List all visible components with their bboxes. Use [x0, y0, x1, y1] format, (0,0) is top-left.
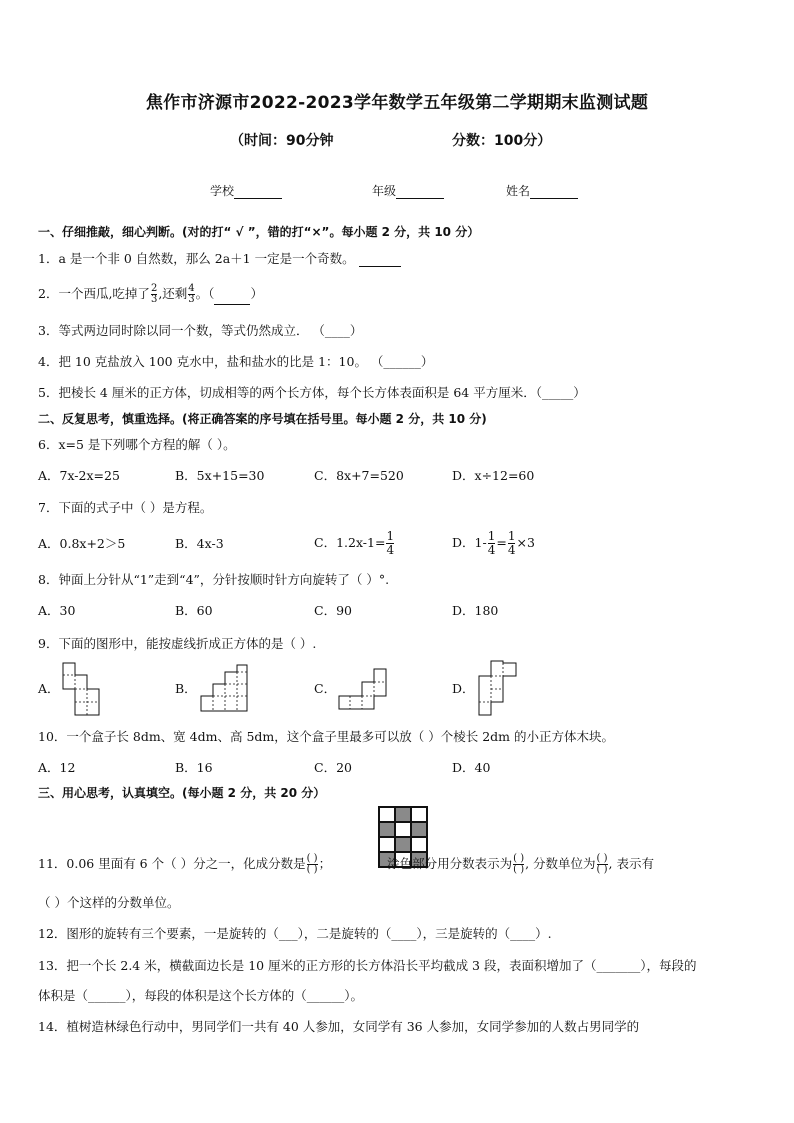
grid-cell	[411, 837, 427, 852]
question-1: 1．a 是一个非 0 自然数，那么 2a＋1 一定是一个奇数。	[38, 251, 401, 267]
grid-cell-shaded	[411, 822, 427, 837]
cube-net-d-figure	[476, 660, 518, 716]
question-8: 8．钟面上分针从“1”走到“4”，分针按顺时针方向旋转了（ ）°.	[38, 572, 390, 587]
q7-option-d[interactable]: D．1- $\frac{1}{4}$ = $\frac{1}{4}$ ×3	[452, 529, 535, 557]
fraction-1-4: $\frac{1}{4}$	[507, 529, 516, 557]
grid-cell	[379, 807, 395, 822]
name-field: 姓名	[506, 182, 578, 199]
grid-cell	[395, 822, 411, 837]
cube-net-c-figure	[338, 668, 388, 710]
fraction-4-3: $\frac{4}{3}$	[188, 283, 195, 305]
q6-option-c[interactable]: C．8x+7=520	[314, 468, 404, 483]
school-blank[interactable]	[234, 186, 282, 199]
q10-option-b[interactable]: B．16	[175, 760, 213, 775]
question-11-continued: （ ）个这样的分数单位。	[38, 895, 180, 910]
section-heading-1: 一、仔细推敲，细心判断。(对的打“ √ ”，错的打“×”。每小题 2 分，共 10 分）	[38, 225, 480, 239]
q10-option-a[interactable]: A．12	[38, 760, 76, 775]
exam-meta	[230, 130, 650, 150]
q7-option-a[interactable]: A．0.8x+2＞5	[38, 536, 126, 551]
q8-option-a[interactable]: A．30	[38, 603, 76, 618]
q8-option-c[interactable]: C．90	[314, 603, 352, 618]
section-heading-3: 三、用心思考，认真填空。(每小题 2 分，共 20 分）	[38, 786, 326, 800]
cube-net-a-figure	[62, 662, 102, 716]
question-10: 10．一个盒子长 8dm、宽 4dm、高 5dm，这个盒子里最多可以放（ ）个棱长 2dm 的小正方体木块。	[38, 729, 614, 744]
grid-cell-shaded	[395, 807, 411, 822]
q7-option-b[interactable]: B．4x-3	[175, 536, 224, 551]
q8-option-d[interactable]: D．180	[452, 603, 499, 618]
question-3: 3．等式两边同时除以同一个数，等式仍然成立． （____）	[38, 323, 363, 338]
question-12: 12．图形的旋转有三个要素，一是旋转的（___），二是旋转的（____），三是旋转的（____）.	[38, 926, 552, 941]
q9-option-b[interactable]: B．	[175, 681, 197, 696]
grid-cell	[379, 837, 395, 852]
q8-option-b[interactable]: B．60	[175, 603, 213, 618]
fraction-2-3: $\frac{2}{3}$	[150, 283, 158, 305]
answer-blank-1[interactable]	[359, 254, 401, 267]
q9-option-d[interactable]: D．	[452, 681, 475, 696]
cube-net-b-figure	[200, 664, 248, 712]
q9-option-a[interactable]: A．	[38, 681, 60, 696]
grid-cell-shaded	[395, 837, 411, 852]
section-heading-2: 二、反复思考，慎重选择。(将正确答案的序号填在括号里。每小题 2 分，共 10 分)	[38, 412, 487, 426]
grid-cell-shaded	[379, 822, 395, 837]
question-9: 9．下面的图形中，能按虚线折成正方体的是（ ）.	[38, 636, 317, 651]
q7-option-c[interactable]: C．1.2x-1= $\frac{1}{4}$	[314, 529, 395, 557]
q6-option-d[interactable]: D．x÷12=60	[452, 468, 535, 483]
fraction-blank[interactable]: $\frac{( )}{( )}$	[306, 853, 318, 875]
name-blank[interactable]	[530, 186, 578, 199]
question-5: 5．把棱长 4 厘米的正方体，切成相等的两个长方体，每个长方体表面积是 64 平方厘米．（_____）	[38, 385, 586, 400]
answer-blank-2[interactable]	[214, 292, 250, 305]
q6-option-a[interactable]: A．7x-2x=25	[38, 468, 120, 483]
question-14: 14．植树造林绿色行动中，男同学们一共有 40 人参加，女同学有 36 人参加，女同学参加的人数占男同学的	[38, 1019, 640, 1034]
school-field: 学校	[210, 182, 282, 199]
question-7: 7．下面的式子中（ ）是方程。	[38, 500, 213, 515]
fraction-1-4: $\frac{1}{4}$	[386, 529, 395, 557]
q9-option-c[interactable]: C．	[314, 681, 337, 696]
q10-option-d[interactable]: D．40	[452, 760, 491, 775]
page-title: 焦作市济源市2022-2023学年数学五年级第二学期期末监测试题	[145, 93, 649, 113]
q10-option-c[interactable]: C．20	[314, 760, 352, 775]
time-limit: （时间：90分钟	[230, 133, 334, 149]
question-4: 4．把 10 克盐放入 100 克水中，盐和盐水的比是 1：10。 （______）	[38, 354, 434, 369]
grade-blank[interactable]	[396, 186, 444, 199]
grid-cell	[411, 807, 427, 822]
question-13-line-2: 体积是（______），每段的体积是这个长方体的（______）。	[38, 988, 364, 1003]
q6-option-b[interactable]: B．5x+15=30	[175, 468, 265, 483]
question-11: 11．0.06 里面有 6 个（ ）分之一，化成分数是 $\frac{( )}{( )}$ ； 涂色部分用分数表示为 $\frac{( )}{( )}$ , 分数单位为 $\frac{( )}{( )}$ , 表示有	[38, 853, 654, 875]
fraction-blank[interactable]: $\frac{( )}{( )}$	[513, 853, 525, 875]
fraction-1-4: $\frac{1}{4}$	[487, 529, 496, 557]
question-13-line-1: 13．把一个长 2.4 米，横截面边长是 10 厘米的正方形的长方体沿长平均截成 3 段，表面积增加了（_______），每段的	[38, 958, 697, 973]
question-2: 2．一个西瓜,吃掉了 $\frac{2}{3}$ ,还剩 $\frac{4}{3}$ 。（ ）	[38, 283, 263, 305]
question-6: 6．x=5 是下列哪个方程的解（ ）。	[38, 437, 236, 452]
total-score: 分数：100分）	[452, 133, 552, 149]
fraction-blank[interactable]: $\frac{( )}{( )}$	[596, 853, 608, 875]
grade-field: 年级	[372, 182, 444, 199]
